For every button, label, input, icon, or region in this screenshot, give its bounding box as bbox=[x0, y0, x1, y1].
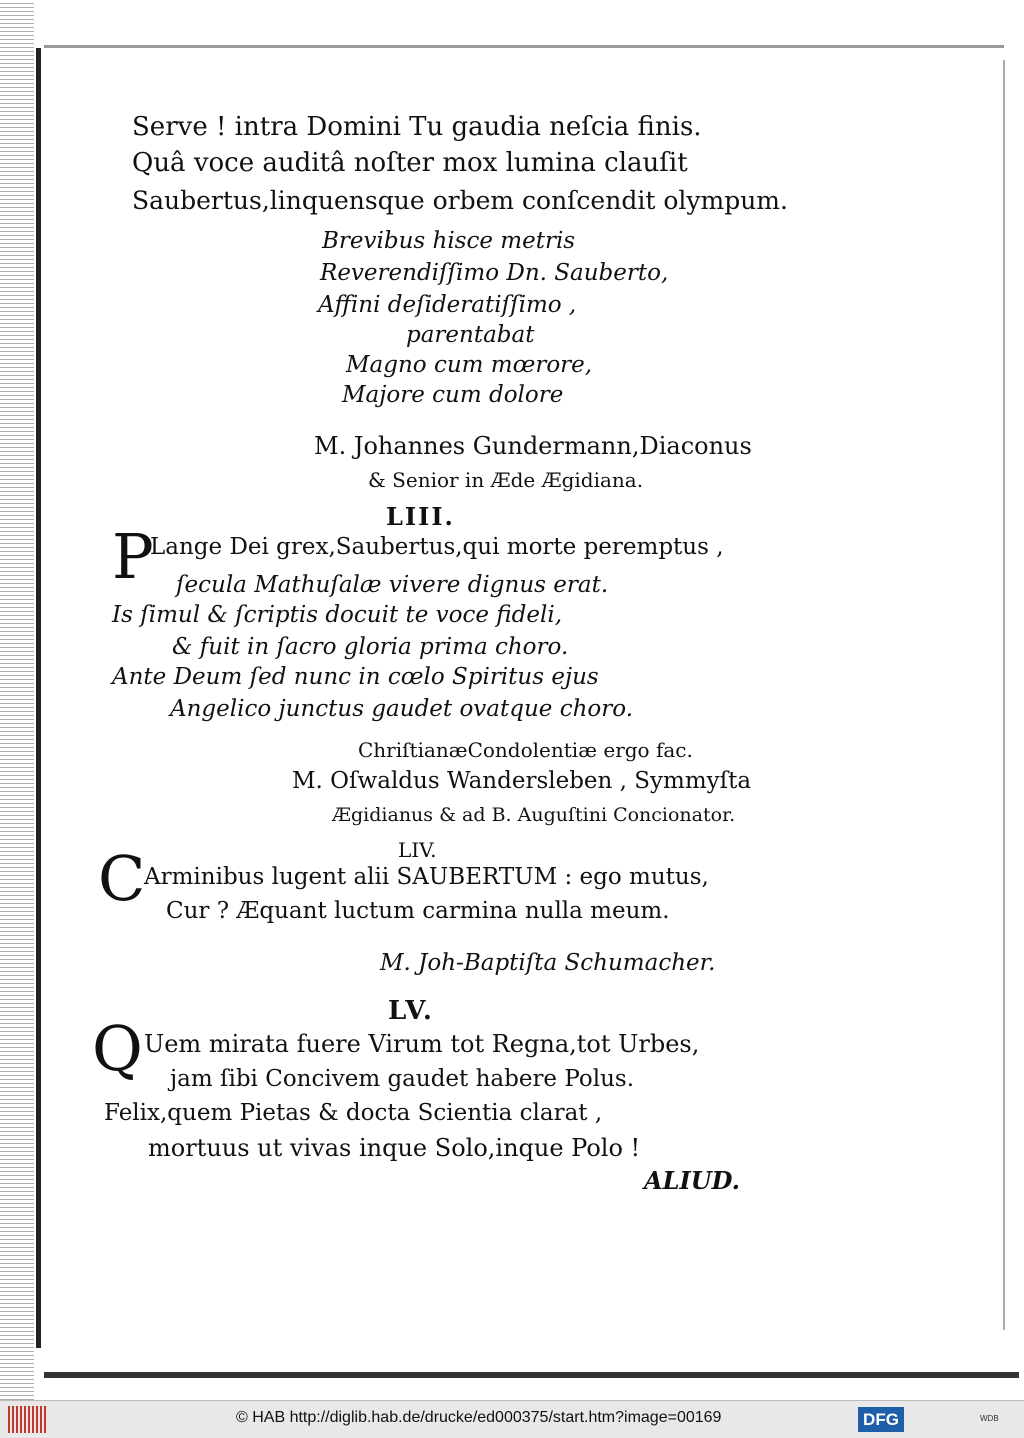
author-role: & Senior in Æde Ægidiana. bbox=[368, 468, 644, 492]
drop-cap: C bbox=[98, 842, 146, 915]
poem-line: Serve ! intra Domini Tu gaudia neſcia finis. bbox=[132, 112, 702, 142]
section-number: LIV. bbox=[398, 838, 437, 862]
drop-cap: Q bbox=[92, 1012, 143, 1085]
barcode-icon bbox=[8, 1406, 46, 1433]
dedication-line: Reverendiſſimo Dn. Sauberto, bbox=[320, 260, 669, 286]
page-top-edge bbox=[44, 45, 1004, 48]
page-right-edge bbox=[1003, 60, 1005, 1330]
catchword: ALIUD. bbox=[644, 1166, 740, 1195]
dedication-line: Affini deſideratiſſimo , bbox=[318, 292, 577, 318]
section-number: LV. bbox=[388, 996, 434, 1026]
verse-line: Is ſimul & ſcriptis docuit te voce fideli, bbox=[112, 602, 563, 628]
verse-line: Ante Deum ſed nunc in cœlo Spiritus ejus bbox=[112, 664, 599, 690]
verse-line: ſecula Mathuſalæ vivere dignus erat. bbox=[176, 572, 609, 598]
verse-line: mortuus ut vivas inque Solo,inque Polo ! bbox=[148, 1134, 641, 1162]
verse-line: Arminibus lugent alii SAUBERTUM : ego mutus, bbox=[144, 864, 709, 890]
verse-line: Cur ? Æquant luctum carmina nulla meum. bbox=[166, 898, 670, 924]
dfg-logo[interactable]: DFG bbox=[858, 1407, 904, 1432]
poem-line: Saubertus,linquensque orbem conſcendit olympum. bbox=[132, 186, 788, 215]
verse-line: Lange Dei grex,Saubertus,qui morte peremptus , bbox=[150, 534, 724, 560]
book-spine bbox=[0, 0, 44, 1400]
verse-line: jam ſibi Concivem gaudet habere Polus. bbox=[170, 1066, 635, 1092]
page-bottom-edge bbox=[44, 1372, 1019, 1378]
poem-line: Quâ voce auditâ noſter mox lumina clauſit bbox=[132, 148, 688, 178]
author-role: Ægidianus & ad B. Auguſtini Concionator. bbox=[332, 804, 736, 826]
section-number: LIII. bbox=[386, 502, 455, 531]
author-note: ChriſtianæCondolentiæ ergo fac. bbox=[358, 738, 693, 762]
author-name: M. Johannes Gundermann,Diaconus bbox=[314, 432, 752, 460]
viewer-footer bbox=[0, 1400, 1024, 1438]
dedication-line: parentabat bbox=[406, 322, 535, 348]
dedication-line: Brevibus hisce metris bbox=[322, 228, 576, 254]
copyright-link[interactable]: © HAB http://diglib.hab.de/drucke/ed000375/start.htm?image=00169 bbox=[236, 1409, 722, 1426]
verse-line: Angelico junctus gaudet ovatque choro. bbox=[170, 696, 633, 722]
author-name: M. Oſwaldus Wandersleben , Symmyſta bbox=[292, 768, 752, 794]
signature: M. Joh-Baptiſta Schumacher. bbox=[380, 950, 716, 976]
verse-line: & fuit in ſacro gloria prima choro. bbox=[172, 634, 569, 660]
wdb-mark: WDB bbox=[980, 1414, 999, 1423]
dedication-line: Majore cum dolore bbox=[342, 382, 564, 408]
dedication-line: Magno cum mœrore, bbox=[346, 352, 593, 378]
verse-line: Felix,quem Pietas & docta Scientia clarat , bbox=[104, 1100, 603, 1126]
drop-cap: P bbox=[112, 520, 154, 593]
verse-line: Uem mirata fuere Virum tot Regna,tot Urbes, bbox=[144, 1030, 700, 1058]
